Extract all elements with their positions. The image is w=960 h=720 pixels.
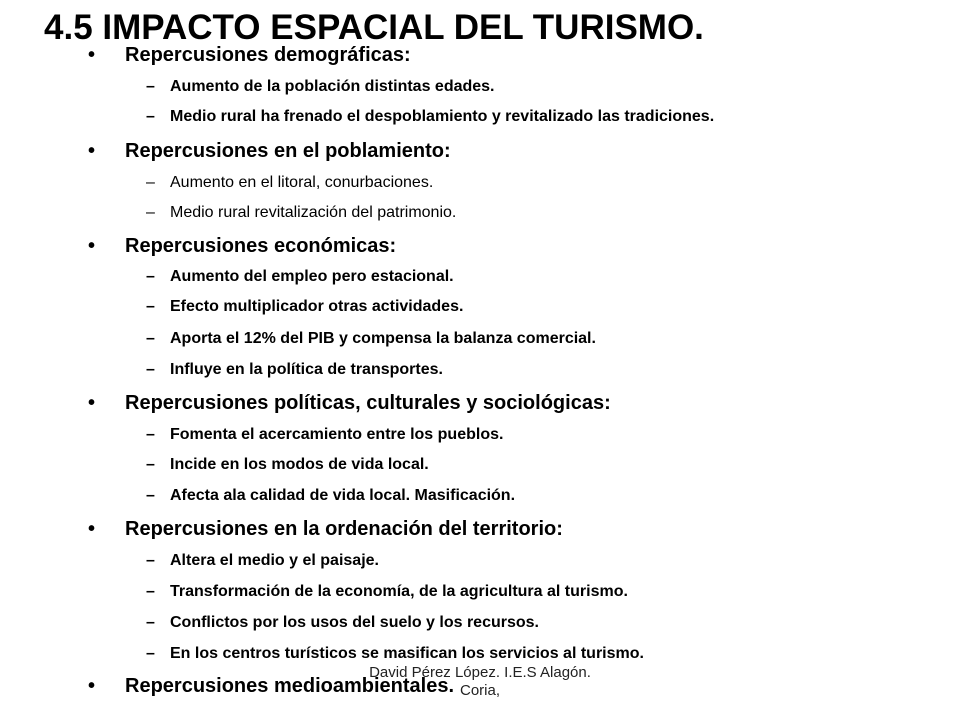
list-item-text: Incide en los modos de vida local. [170, 456, 429, 473]
dash-icon: – [146, 456, 155, 473]
dash-icon: – [146, 552, 155, 569]
list-item-text: Altera el medio y el paisaje. [170, 552, 379, 569]
dash-icon: – [146, 174, 155, 191]
section-heading: Repercusiones en el poblamiento: [125, 140, 451, 162]
list-item-text: Afecta ala calidad de vida local. Masificación. [170, 487, 516, 504]
footer-author: David Pérez López. I.E.S Alagón. [369, 664, 591, 681]
bullet-icon: • [88, 675, 96, 697]
dash-icon: – [146, 330, 155, 347]
list-item-text: Transformación de la economía, de la agricultura al turismo. [170, 583, 628, 600]
list-item-text: En los centros turísticos se masifican los servicios al turismo. [170, 645, 644, 662]
list-item-text: Aumento en el litoral, conurbaciones. [170, 174, 434, 191]
dash-icon: – [146, 583, 155, 600]
section-heading: Repercusiones demográficas: [125, 44, 411, 66]
slide-title: 4.5 IMPACTO ESPACIAL DEL TURISMO. [44, 8, 704, 47]
section-heading: Repercusiones medioambientales. [125, 675, 455, 697]
bullet-icon: • [88, 518, 96, 540]
list-item-text: Conflictos por los usos del suelo y los recursos. [170, 614, 539, 631]
bullet-icon: • [88, 44, 96, 66]
dash-icon: – [146, 426, 155, 443]
bullet-icon: • [88, 235, 96, 257]
section-heading: Repercusiones políticas, culturales y sociológicas: [125, 392, 611, 414]
list-item-text: Aumento del empleo pero estacional. [170, 268, 454, 285]
dash-icon: – [146, 645, 155, 662]
dash-icon: – [146, 108, 155, 125]
list-item-text: Medio rural revitalización del patrimonio. [170, 204, 457, 221]
list-item-text: Medio rural ha frenado el despoblamiento y revitalizado las tradiciones. [170, 108, 715, 125]
list-item-text: Aporta el 12% del PIB y compensa la balanza comercial. [170, 330, 596, 347]
dash-icon: – [146, 78, 155, 95]
bullet-icon: • [88, 140, 96, 162]
list-item-text: Fomenta el acercamiento entre los pueblos. [170, 426, 504, 443]
dash-icon: – [146, 298, 155, 315]
dash-icon: – [146, 361, 155, 378]
dash-icon: – [146, 204, 155, 221]
list-item-text: Influye en la política de transportes. [170, 361, 443, 378]
dash-icon: – [146, 614, 155, 631]
list-item-text: Efecto multiplicador otras actividades. [170, 298, 464, 315]
slide-footer [300, 664, 660, 700]
section-heading: Repercusiones en la ordenación del territorio: [125, 518, 563, 540]
dash-icon: – [146, 487, 155, 504]
bullet-icon: • [88, 392, 96, 414]
footer-location: Coria, [459, 682, 500, 699]
section-heading: Repercusiones económicas: [125, 235, 397, 257]
dash-icon: – [146, 268, 155, 285]
list-item-text: Aumento de la población distintas edades. [170, 78, 495, 95]
